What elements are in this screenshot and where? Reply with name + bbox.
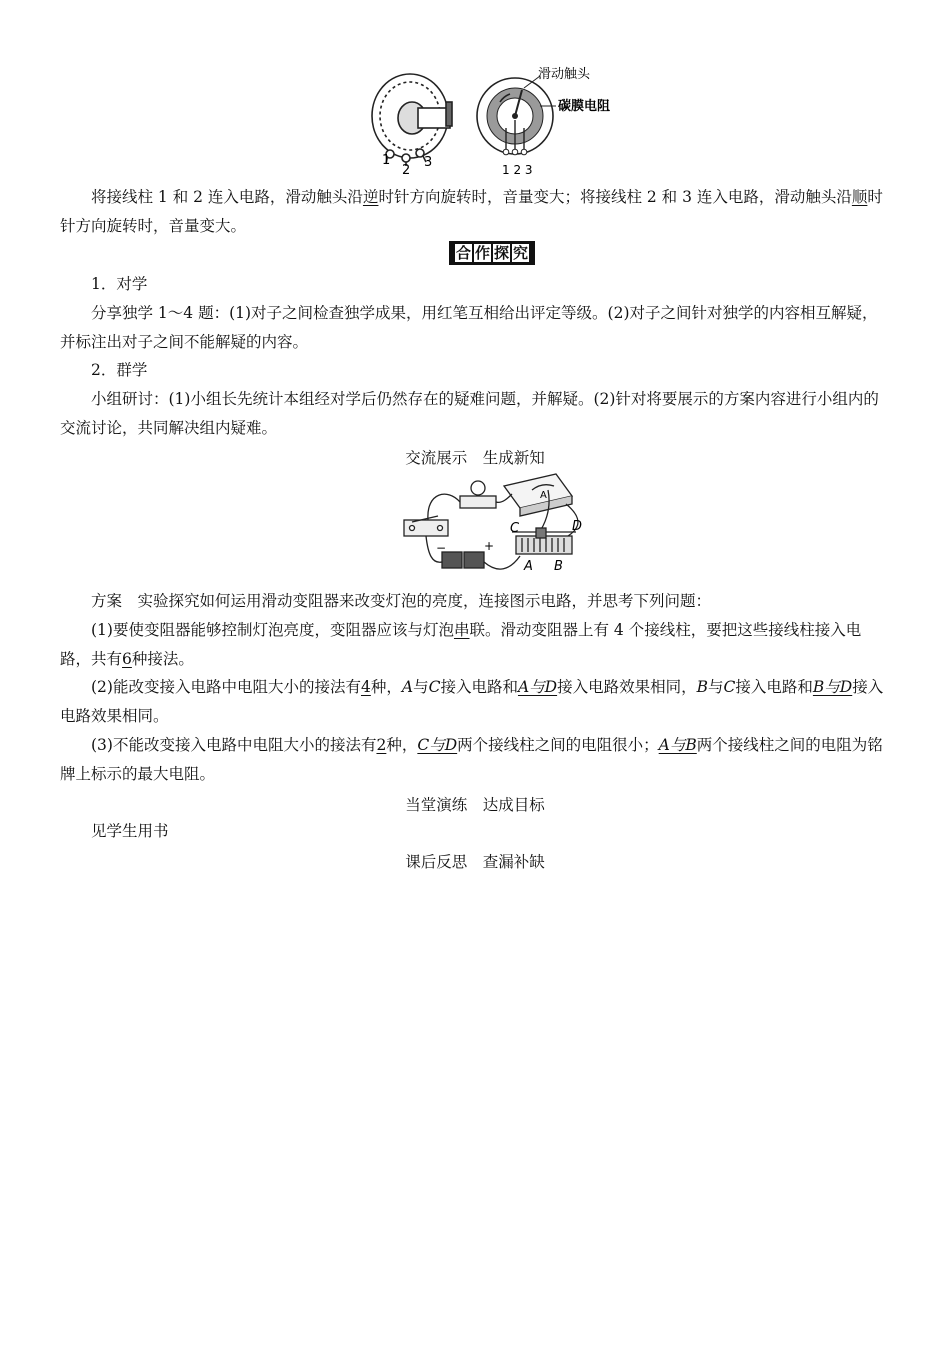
group-study-body: 小组研讨：(1)小组长先统计本组经对学后仍然存在的疑难问题，并解疑。(2)针对将要展示的方案内容进行小组内的交流讨论，共同解决组内疑难。 [60, 390, 879, 437]
pin-label-3: 3 [424, 155, 433, 170]
q1-answer-count: 6 [122, 650, 132, 668]
battery-minus-label: − [436, 541, 447, 555]
answer-counterclockwise: 逆 [362, 188, 379, 206]
q2-text-a: (2)能改变接入电路中电阻大小的接法有 [91, 678, 361, 696]
terminal-c-label: C [510, 521, 520, 536]
q2-text-h: 接入电路效果相同。 [60, 678, 884, 725]
intro-paragraph [60, 183, 892, 241]
pair-study-body: 分享独学 1～4 题：(1)对子之间检查独学成果，用红笔互相给出评定等级。(2)对子之间针对独学的内容相互解疑，并标注出对子之间不能解疑的内容。 [60, 304, 878, 351]
pins-right-label: 1 2 3 [502, 163, 533, 177]
q2-text-e: 接入电路效果相同， [557, 678, 697, 696]
pair-study-title: 1．对学 [91, 275, 148, 293]
badge-char-4: 究 [513, 244, 529, 262]
terminal-a-label: A [524, 559, 533, 574]
q3-text-a: (3)不能改变接入电路中电阻大小的接法有 [91, 736, 377, 754]
q2-answer-bd: B与D [812, 678, 853, 696]
potentiometer-figure [360, 58, 620, 180]
q2-letter-c: C [428, 678, 441, 696]
see-student-book: 见学生用书 [91, 822, 169, 840]
plan-intro: 方案 实验探究如何运用滑动变阻器来改变灯泡的亮度，连接图示电路，并思考下列问题： [91, 592, 712, 610]
plan-question-2 [60, 673, 892, 731]
q3-text-d: 两个接线柱之间的电阻为铭牌上标示的最大电阻。 [60, 736, 883, 783]
badge-char-1: 合 [455, 244, 471, 262]
q2-text-d: 接入电路和 [440, 678, 518, 696]
q2-text-f: 与 [708, 678, 724, 696]
q3-text-c: 两个接线柱之间的电阻很小； [457, 736, 659, 754]
slider-contact-label: 滑动触头 [538, 67, 591, 82]
q3-answer-cd: C与D [417, 736, 458, 754]
battery-plus-label: + [484, 539, 495, 553]
ammeter-label: A [540, 490, 547, 501]
q3-answer-ab: A与B [658, 736, 697, 754]
carbon-film-label: 碳膜电阻 [558, 99, 611, 114]
q1-text-c: 种接法。 [131, 650, 194, 668]
badge-char-3: 探 [494, 244, 510, 262]
q2-text-c: 与 [413, 678, 429, 696]
terminal-b-label: B [554, 559, 563, 574]
q2-answer-count: 4 [360, 678, 371, 696]
heading-practice: 当堂演练 达成目标 [405, 796, 545, 814]
circuit-figure [398, 470, 598, 578]
q2-letter-a: A [401, 678, 414, 696]
q2-text-g: 接入电路和 [735, 678, 813, 696]
pin-label-2: 2 [402, 163, 411, 178]
plan-question-3 [60, 731, 892, 789]
pin-label-1: 1 [382, 153, 391, 168]
q2-letter-c2: C [723, 678, 736, 696]
terminal-d-label: D [572, 519, 583, 534]
intro-text-2: 时针方向旋转时，音量变大；将接线柱 2 和 3 连入电路，滑动触头沿 [378, 188, 852, 206]
q3-text-b: 种， [386, 736, 418, 754]
heading-exchange: 交流展示 生成新知 [405, 449, 545, 467]
answer-clockwise: 顺 [851, 188, 868, 206]
heading-reflect: 课后反思 查漏补缺 [405, 853, 545, 871]
section-badge-cooperation [449, 241, 535, 265]
q2-text-b: 种， [370, 678, 402, 696]
q2-letter-b: B [696, 678, 708, 696]
badge-char-2: 作 [474, 244, 490, 262]
q1-text-b: 联。滑动变阻器上有 4 个接线柱，要把这些接线柱接入电路，共有 [60, 621, 862, 668]
q2-answer-ad: A与D [517, 678, 558, 696]
intro-text-3: 时针方向旋转时，音量变大。 [60, 188, 883, 235]
q1-text-a: (1)要使变阻器能够控制灯泡亮度，变阻器应该与灯泡 [91, 621, 454, 639]
q1-answer-series: 串 [453, 621, 470, 639]
potentiometer-front-view [477, 76, 556, 155]
plan-question-1 [60, 616, 892, 674]
group-study-title: 2．群学 [91, 361, 148, 379]
intro-text-1: 将接线柱 1 和 2 连入电路，滑动触头沿 [91, 188, 363, 206]
q3-answer-count: 2 [376, 736, 387, 754]
